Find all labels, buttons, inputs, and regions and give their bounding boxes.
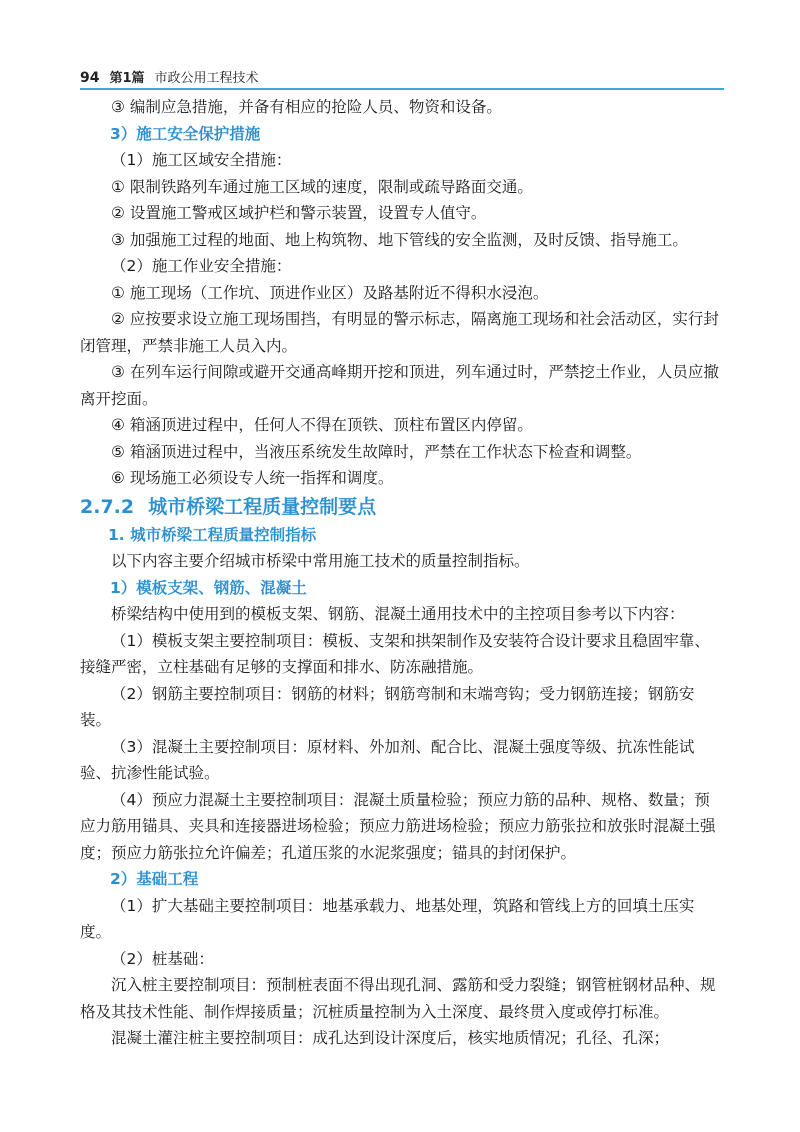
paragraph: （2）桩基础： bbox=[111, 949, 214, 968]
paragraph: ③ 加强施工过程的地面、地上构筑物、地下管线的安全监测，及时反馈、指导施工。 bbox=[111, 230, 688, 249]
page-number: 94 bbox=[80, 70, 100, 86]
paragraph: 混凝土灌注桩主要控制项目：成孔达到设计深度后，核实地质情况；孔径、孔深； bbox=[111, 1029, 670, 1047]
paragraph: ② 应按要求设立施工现场围挡，有明显的警示标志，隔离施工现场和社会活动区，实行封闭管理，严禁非施工人员入内。 bbox=[80, 310, 719, 355]
paragraph: 沉入桩主要控制项目：预制桩表面不得出现孔洞、露筋和受力裂缝；钢管桩钢材品种、规格及其技术性能、制作焊接质量；沉桩质量控制为入土深度、最终贯入度或停打标准。 bbox=[80, 976, 716, 1021]
chapter-label: 第1篇 bbox=[109, 71, 145, 86]
paragraph: （2）施工作业安全措施： bbox=[111, 257, 292, 275]
running-header bbox=[80, 62, 724, 86]
paragraph: （4）预应力混凝土主要控制项目：混凝土质量检验；预应力筋的品种、规格、数量；预应力筋用锚具、夹具和连接器进场检验；预应力筋进场检验；预应力筋张拉和放张时混凝土强度；预应力筋张拉允许偏差；孔道压浆的水泥浆强度；锚具的封闭保护。 bbox=[80, 790, 716, 862]
paragraph: （1）模板支架主要控制项目：模板、支架和拱架制作及安装符合设计要求且稳固牢靠、接缝严密，立柱基础有足够的支撑面和排水、防冻融措施。 bbox=[80, 631, 710, 676]
paragraph: （1）施工区域安全措施： bbox=[111, 151, 292, 169]
paragraph: ③ 编制应急措施，并备有相应的抢险人员、物资和设备。 bbox=[111, 98, 502, 116]
header-rule bbox=[80, 88, 724, 90]
paragraph: 桥梁结构中使用到的模板支架、钢筋、混凝土通用技术中的主控项目参考以下内容： bbox=[111, 605, 685, 623]
paragraph: ⑥ 现场施工必须设专人统一指挥和调度。 bbox=[111, 469, 394, 487]
paragraph: （3）混凝土主要控制项目：原材料、外加剂、配合比、混凝土强度等级、抗冻性能试验、抗渗性能试验。 bbox=[80, 737, 695, 782]
paragraph: ① 限制铁路列车通过施工区域的速度，限制或疏导路面交通。 bbox=[111, 177, 533, 196]
paragraph: （2）钢筋主要控制项目：钢筋的材料；钢筋弯制和末端弯钩；受力钢筋连接；钢筋安装。 bbox=[80, 684, 695, 729]
paragraph: （1）扩大基础主要控制项目：地基承载力、地基处理，筑路和管线上方的回填土压实度。 bbox=[80, 896, 695, 941]
paragraph: 以下内容主要介绍城市桥梁中常用施工技术的质量控制指标。 bbox=[111, 552, 530, 570]
subsection-heading: 2）基础工程 bbox=[110, 870, 199, 888]
subsection-heading: 1. 城市桥梁工程质量控制指标 bbox=[108, 525, 317, 544]
paragraph: ④ 箱涵顶进过程中，任何人不得在顶铁、顶柱布置区内停留。 bbox=[111, 416, 533, 434]
section-number: 2.7.2 bbox=[80, 495, 135, 518]
subsection-heading: 1）模板支架、钢筋、混凝土 bbox=[110, 578, 307, 597]
section-title: 城市桥梁工程质量控制要点 bbox=[148, 495, 377, 518]
section-heading bbox=[80, 492, 720, 522]
paragraph: ② 设置施工警戒区域护栏和警示装置，设置专人值守。 bbox=[111, 204, 487, 222]
chapter-title: 市政公用工程技术 bbox=[154, 71, 259, 86]
paragraph: ① 施工现场（工作坑、顶进作业区）及路基附近不得积水浸泡。 bbox=[111, 283, 549, 302]
page-body bbox=[80, 94, 720, 1052]
paragraph: ⑤ 箱涵顶进过程中，当液压系统发生故障时，严禁在工作状态下检查和调整。 bbox=[111, 442, 642, 461]
paragraph: ③ 在列车运行间隙或避开交通高峰期开挖和顶进，列车通过时，严禁挖土作业，人员应撤离开挖面。 bbox=[80, 363, 719, 408]
subsection-heading: 3）施工安全保护措施 bbox=[110, 124, 261, 143]
